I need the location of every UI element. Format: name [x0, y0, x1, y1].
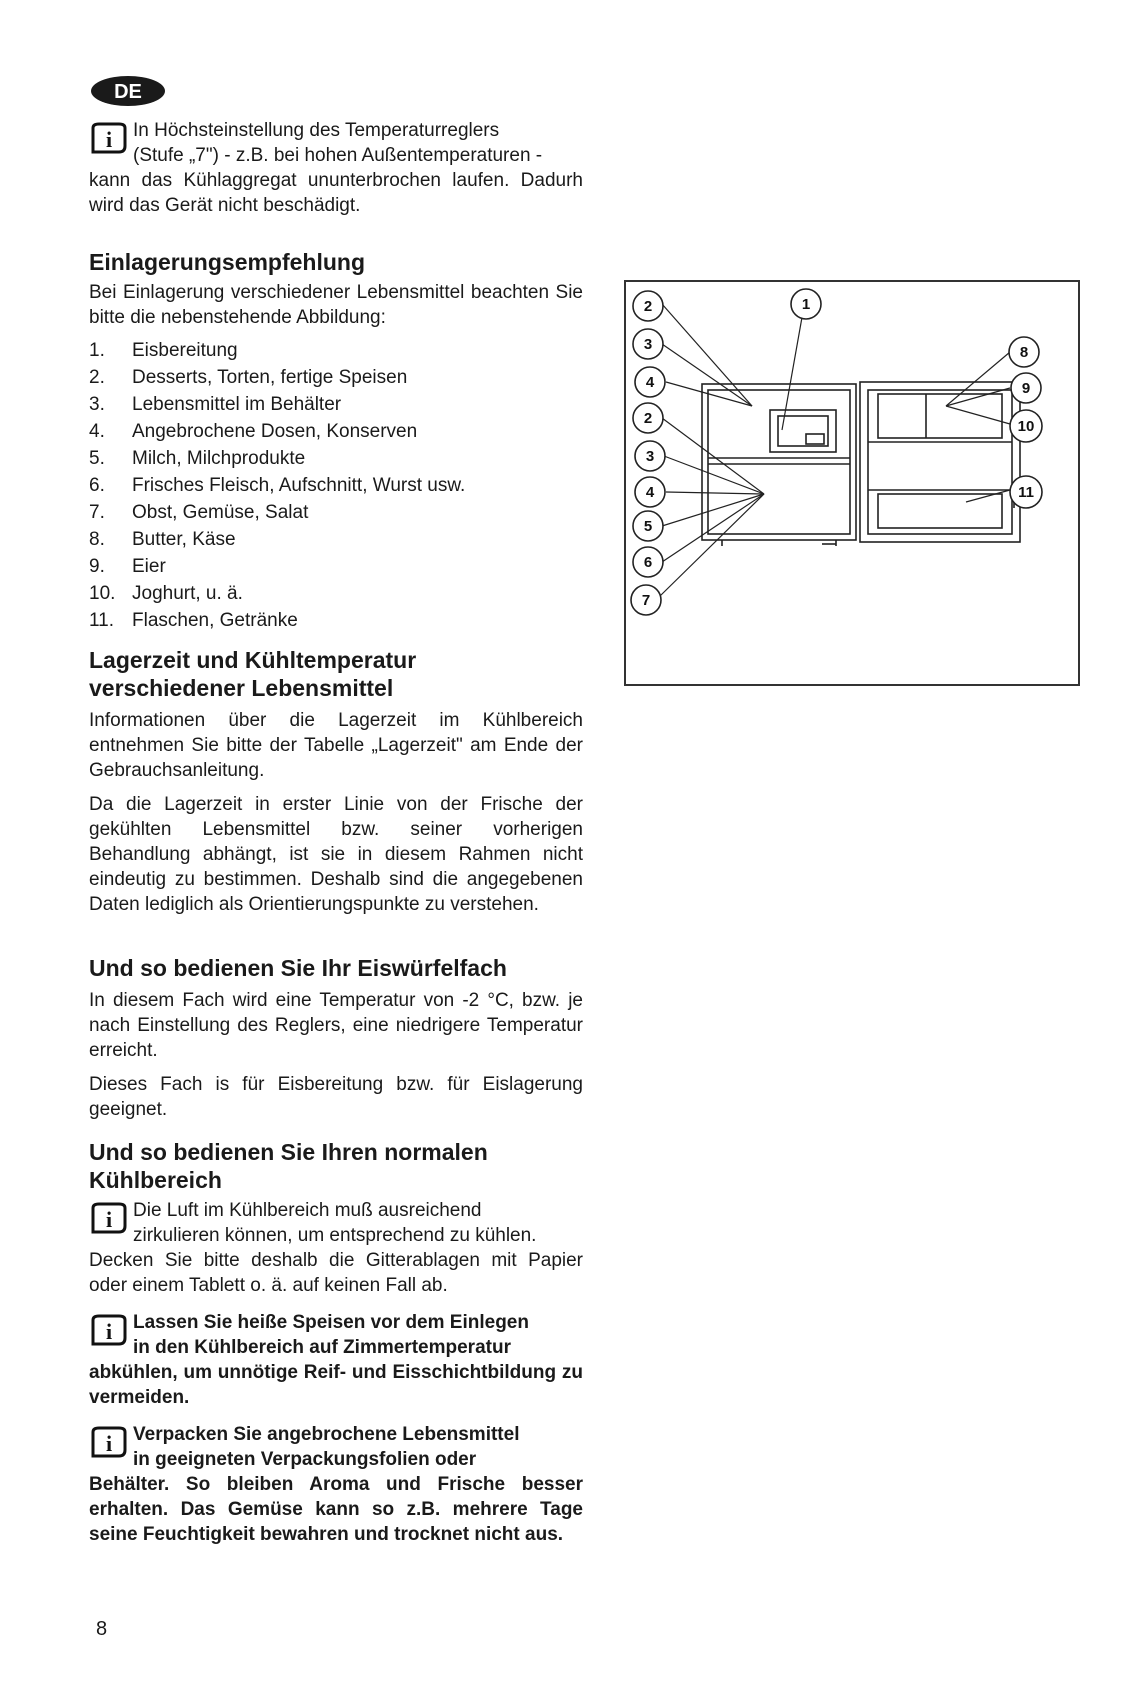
intro-note	[89, 118, 583, 218]
cooling-note3-line2: in geeigneten Verpackungsfolien oder	[133, 1449, 477, 1470]
svg-text:1: 1	[801, 296, 811, 313]
cooling-note2-line2: in den Kühlbereich auf Zimmertemperatur	[133, 1337, 511, 1358]
cooling-title-line2: Kühlbereich	[89, 1167, 222, 1193]
ice-section	[89, 954, 583, 1122]
svg-text:i: i	[105, 1319, 113, 1344]
storage-time-para2: Da die Lagerzeit in erster Linie von der Frische der gekühlten Lebensmittel bzw. seiner vorherigen Behandlung abhängt, ist sie in diesem Rahmen nicht eindeutig zu bestimmen. Deshalb sind die angegebenen Daten lediglich als Orientierungspunkte zu verstehen.	[89, 794, 583, 915]
storage-intro: Bei Einlagerung verschiedener Lebensmittel beachten Sie bitte die nebenstehende Abbildung:	[89, 282, 583, 328]
info-icon	[89, 122, 129, 156]
intro-note-line1: In Höchsteinstellung des Temperaturreglers	[133, 120, 500, 141]
intro-note-rest: kann das Kühlaggregat ununterbrochen laufen. Dadurh wird das Gerät nicht beschädigt.	[89, 170, 583, 216]
page-number: 8	[96, 1618, 108, 1640]
callout-9	[1011, 373, 1041, 403]
cooling-note2-rest: abkühlen, um unnötige Reif- und Eisschichtbildung zu vermeiden.	[89, 1362, 583, 1408]
list-item: 9. Eier	[89, 556, 166, 577]
list-item: 6. Frisches Fleisch, Aufschnitt, Wurst usw.	[89, 475, 466, 496]
callout-4b	[635, 477, 665, 507]
storage-time-title-line1: Lagerzeit und Kühltemperatur	[89, 647, 417, 673]
callout-3b	[635, 441, 665, 471]
callout-2a	[633, 291, 663, 321]
cooling-note2-line1: Lassen Sie heiße Speisen vor dem Einlegen	[133, 1312, 529, 1333]
cooling-note3-line1: Verpacken Sie angebrochene Lebensmittel	[133, 1424, 520, 1445]
info-icon	[89, 1202, 129, 1236]
info-icon	[89, 1426, 129, 1460]
intro-note-line2: (Stufe „7") - z.B. bei hohen Außentemperaturen -	[133, 145, 543, 166]
svg-text:i: i	[105, 1431, 113, 1456]
cooling-note1-line1: Die Luft im Kühlbereich muß ausreichend	[133, 1200, 482, 1221]
callout-5	[633, 511, 663, 541]
svg-text:10: 10	[1017, 418, 1035, 435]
callout-1	[791, 289, 821, 319]
svg-text:4: 4	[645, 484, 655, 501]
svg-text:3: 3	[645, 448, 655, 465]
callout-11	[1010, 476, 1042, 508]
cooling-note1-line2: zirkulieren können, um entsprechend zu kühlen.	[133, 1225, 537, 1246]
svg-text:11: 11	[1018, 484, 1034, 501]
ice-title: Und so bedienen Sie Ihr Eiswürfelfach	[89, 955, 507, 981]
storage-list	[89, 337, 583, 634]
list-item: 5. Milch, Milchprodukte	[89, 448, 306, 469]
callout-2b	[633, 403, 663, 433]
callout-10	[1010, 410, 1042, 442]
callout-3a	[633, 329, 663, 359]
cooling-note-1	[89, 1198, 583, 1298]
svg-text:5: 5	[643, 518, 653, 535]
svg-text:2: 2	[643, 298, 653, 315]
storage-time-section	[89, 646, 583, 917]
svg-text:i: i	[105, 127, 113, 152]
callout-8	[1009, 337, 1039, 367]
list-item: 1. Eisbereitung	[89, 340, 238, 361]
list-item: 3. Lebensmittel im Behälter	[89, 394, 342, 415]
cooling-note3-rest: Behälter. So bleiben Aroma und Frische besser erhalten. Das Gemüse kann so z.B. mehrere Tage seine Feuchtigkeit bewahren und trocknet nicht aus.	[89, 1474, 583, 1545]
storage-title: Einlagerungsempfehlung	[89, 249, 366, 275]
svg-text:9: 9	[1021, 380, 1031, 397]
list-item: 2. Desserts, Torten, fertige Speisen	[89, 367, 408, 388]
fridge-diagram-svg	[626, 282, 1078, 684]
info-icon	[89, 1314, 129, 1348]
language-badge	[89, 74, 167, 113]
storage-time-title-line2: verschiedener Lebensmittel	[89, 675, 394, 701]
cooling-note1-rest: Decken Sie bitte deshalb die Gitterablagen mit Papier oder einem Tablett o. ä. auf keinen Fall ab.	[89, 1250, 583, 1296]
svg-text:4: 4	[645, 374, 655, 391]
list-item: 11. Flaschen, Getränke	[89, 610, 298, 631]
svg-text:6: 6	[643, 554, 653, 571]
callout-4a	[635, 367, 665, 397]
ice-para1: In diesem Fach wird eine Temperatur von -2 °C, bzw. je nach Einstellung des Reglers, eine niedrigere Temperatur erreicht.	[89, 990, 583, 1061]
cooling-note-2	[89, 1310, 583, 1410]
svg-text:7: 7	[641, 592, 651, 609]
callout-7	[631, 585, 661, 615]
storage-time-para1: Informationen über die Lagerzeit im Kühlbereich entnehmen Sie bitte der Tabelle „Lagerzeit" am Ende der Gebrauchsanleitung.	[89, 710, 583, 781]
svg-text:3: 3	[643, 336, 653, 353]
list-item: 8. Butter, Käse	[89, 529, 236, 550]
cooling-note-3	[89, 1422, 583, 1547]
ice-para2: Dieses Fach is für Eisbereitung bzw. für Eislagerung geeignet.	[89, 1074, 583, 1120]
cooling-title-line1: Und so bedienen Sie Ihren normalen	[89, 1139, 488, 1165]
fridge-diagram	[624, 280, 1080, 686]
list-item: 4. Angebrochene Dosen, Konserven	[89, 421, 418, 442]
callout-6	[633, 547, 663, 577]
svg-text:2: 2	[643, 410, 653, 427]
list-item: 7. Obst, Gemüse, Salat	[89, 502, 309, 523]
storage-section	[89, 248, 583, 634]
list-item: 10. Joghurt, u. ä.	[89, 583, 243, 604]
svg-text:8: 8	[1019, 344, 1029, 361]
svg-text:i: i	[105, 1207, 113, 1232]
cooling-section	[89, 1138, 583, 1547]
language-badge-label: DE	[114, 81, 142, 103]
